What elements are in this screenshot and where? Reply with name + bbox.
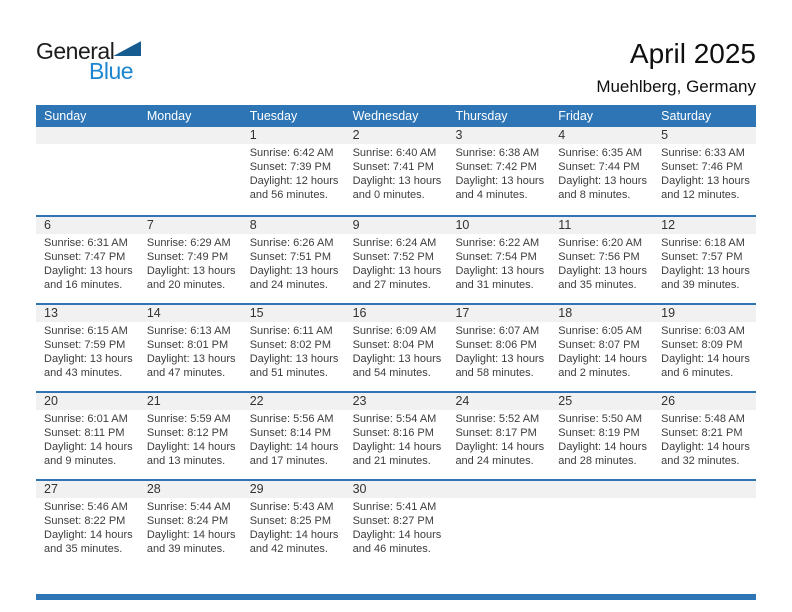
sun-info-line: and 13 minutes. bbox=[146, 455, 226, 467]
sun-info-line: Sunrise: 5:46 AM bbox=[44, 501, 128, 513]
title-block bbox=[596, 38, 756, 97]
sun-info-line: Sunset: 8:12 PM bbox=[146, 427, 229, 439]
sun-info-line: Sunset: 7:54 PM bbox=[455, 251, 537, 263]
sun-info-line: and 31 minutes. bbox=[455, 279, 534, 291]
calendar-cell bbox=[345, 322, 448, 380]
sun-info-line: and 43 minutes. bbox=[44, 367, 123, 379]
calendar-cell bbox=[139, 144, 242, 202]
sun-info-line: Daylight: 13 hours bbox=[455, 265, 545, 277]
date-number-strip bbox=[36, 481, 756, 498]
week-content-row bbox=[36, 410, 756, 468]
sun-info-line: Daylight: 12 hours bbox=[249, 175, 339, 187]
calendar-cell bbox=[447, 234, 550, 292]
sun-info-line: Daylight: 14 hours bbox=[661, 441, 750, 453]
day-number: 17 bbox=[455, 306, 470, 320]
weekday-header-cell: Thursday bbox=[455, 109, 508, 123]
day-number: 25 bbox=[558, 394, 573, 408]
sun-info-line: Sunset: 8:17 PM bbox=[455, 427, 537, 439]
sun-info-line: Sunset: 8:09 PM bbox=[661, 339, 743, 351]
sun-info-line: Sunset: 8:25 PM bbox=[249, 515, 332, 527]
sun-info-line: Sunset: 8:21 PM bbox=[661, 427, 743, 439]
calendar-cell bbox=[653, 410, 756, 468]
calendar-cell bbox=[345, 234, 448, 292]
sun-info-line: Daylight: 13 hours bbox=[661, 265, 750, 277]
sun-info-line: Daylight: 14 hours bbox=[44, 529, 133, 541]
calendar-cell bbox=[345, 144, 448, 202]
sun-info-line: Daylight: 14 hours bbox=[661, 353, 750, 365]
calendar-cell bbox=[653, 322, 756, 380]
day-number: 26 bbox=[661, 394, 676, 408]
date-number-strip bbox=[36, 393, 756, 410]
day-number: 14 bbox=[146, 306, 161, 320]
day-number: 13 bbox=[44, 306, 58, 320]
sun-info-line: Daylight: 13 hours bbox=[146, 265, 236, 277]
sun-info-line: Daylight: 14 hours bbox=[352, 529, 442, 541]
calendar-cell bbox=[447, 144, 550, 202]
day-number: 27 bbox=[44, 482, 58, 496]
sun-info-line: Sunset: 8:04 PM bbox=[352, 339, 434, 351]
sun-info-line: Sunrise: 6:22 AM bbox=[455, 237, 540, 249]
sun-info-line: Sunset: 7:57 PM bbox=[661, 251, 743, 263]
sun-info-line: Sunset: 7:51 PM bbox=[249, 251, 332, 263]
sun-info-line: Sunset: 7:59 PM bbox=[44, 339, 126, 351]
calendar-grid bbox=[36, 105, 756, 571]
sun-info-line: Daylight: 13 hours bbox=[249, 265, 339, 277]
week-row bbox=[36, 127, 756, 215]
calendar-cell bbox=[242, 410, 345, 468]
sun-info-line: Daylight: 14 hours bbox=[249, 529, 339, 541]
weekday-header-cell: Tuesday bbox=[249, 109, 298, 123]
sun-info-line: Sunrise: 6:40 AM bbox=[352, 147, 437, 159]
calendar-cell bbox=[653, 498, 756, 556]
sun-info-line: Daylight: 14 hours bbox=[455, 441, 545, 453]
month-title: April 2025 bbox=[629, 38, 756, 69]
sun-info-line: and 46 minutes. bbox=[352, 543, 431, 555]
sun-info-line: Sunset: 8:02 PM bbox=[249, 339, 332, 351]
day-number: 15 bbox=[249, 306, 264, 320]
day-number: 24 bbox=[455, 394, 470, 408]
sun-info-line: and 56 minutes. bbox=[249, 189, 328, 201]
sun-info-line: Sunset: 7:42 PM bbox=[455, 161, 537, 173]
sun-info-line: Sunset: 8:27 PM bbox=[352, 515, 434, 527]
sun-info-line: Sunrise: 6:31 AM bbox=[44, 237, 128, 249]
sun-info-line: Sunset: 8:14 PM bbox=[249, 427, 332, 439]
calendar-cell bbox=[550, 144, 653, 202]
sun-info-line: Daylight: 13 hours bbox=[352, 265, 442, 277]
sun-info-line: Sunrise: 6:38 AM bbox=[455, 147, 540, 159]
footer-bar bbox=[36, 594, 756, 600]
day-number: 21 bbox=[146, 394, 161, 408]
sun-info-line: Sunrise: 5:48 AM bbox=[661, 413, 745, 425]
sun-info-line: Sunset: 8:22 PM bbox=[44, 515, 126, 527]
week-content-row bbox=[36, 234, 756, 292]
weekday-header-row bbox=[36, 105, 756, 127]
day-number: 22 bbox=[249, 394, 264, 408]
sun-info-line: Sunrise: 6:24 AM bbox=[352, 237, 437, 249]
calendar-cell bbox=[242, 498, 345, 556]
sun-info-line: Sunset: 8:19 PM bbox=[558, 427, 640, 439]
logo-text-blue: Blue bbox=[89, 58, 134, 84]
logo-text-general: General bbox=[36, 38, 115, 64]
sun-info-line: and 21 minutes. bbox=[352, 455, 431, 467]
sun-info-line: Sunrise: 6:29 AM bbox=[146, 237, 231, 249]
week-row bbox=[36, 479, 756, 571]
logo-triangle-icon bbox=[113, 41, 141, 56]
day-number: 29 bbox=[249, 482, 264, 496]
sun-info-line: and 17 minutes. bbox=[249, 455, 328, 467]
calendar-cell bbox=[447, 498, 550, 556]
sun-info-line: Sunset: 8:06 PM bbox=[455, 339, 537, 351]
calendar-cell bbox=[550, 410, 653, 468]
sun-info-line: and 2 minutes. bbox=[558, 367, 631, 379]
sun-info-line: Daylight: 14 hours bbox=[249, 441, 339, 453]
sun-info-line: Sunrise: 6:13 AM bbox=[146, 325, 231, 337]
day-number: 18 bbox=[558, 306, 573, 320]
day-number bbox=[550, 481, 653, 498]
sun-info-line: and 47 minutes. bbox=[146, 367, 226, 379]
location-subtitle: Muehlberg, Germany bbox=[596, 77, 756, 97]
calendar-cell bbox=[139, 498, 242, 556]
sun-info-line: and 9 minutes. bbox=[44, 455, 117, 467]
sun-info-line: Sunrise: 6:20 AM bbox=[558, 237, 643, 249]
sun-info-line: and 6 minutes. bbox=[661, 367, 734, 379]
calendar-cell bbox=[550, 234, 653, 292]
sun-info-line: Sunrise: 6:07 AM bbox=[455, 325, 540, 337]
sun-info-line: Sunrise: 6:33 AM bbox=[661, 147, 745, 159]
calendar-cell bbox=[36, 144, 139, 202]
sun-info-line: Daylight: 14 hours bbox=[44, 441, 133, 453]
sun-info-line: and 8 minutes. bbox=[558, 189, 631, 201]
calendar-cell bbox=[139, 234, 242, 292]
sun-info-line: Sunset: 7:41 PM bbox=[352, 161, 434, 173]
calendar-cell bbox=[653, 234, 756, 292]
calendar-cell bbox=[36, 234, 139, 292]
sun-info-line: and 39 minutes. bbox=[661, 279, 740, 291]
sun-info-line: and 12 minutes. bbox=[661, 189, 740, 201]
sun-info-line: Sunset: 7:56 PM bbox=[558, 251, 640, 263]
day-number bbox=[139, 127, 242, 144]
calendar-cell bbox=[36, 410, 139, 468]
sun-info-line: Daylight: 13 hours bbox=[558, 265, 647, 277]
week-row bbox=[36, 303, 756, 391]
sun-info-line: Daylight: 13 hours bbox=[249, 353, 339, 365]
weekday-header-cell: Monday bbox=[146, 109, 192, 123]
sun-info-line: Sunrise: 5:56 AM bbox=[249, 413, 334, 425]
sun-info-line: Daylight: 13 hours bbox=[44, 353, 133, 365]
calendar-cell bbox=[242, 234, 345, 292]
sun-info-line: Sunrise: 5:54 AM bbox=[352, 413, 437, 425]
day-number: 16 bbox=[352, 306, 367, 320]
weekday-header-cell: Sunday bbox=[44, 109, 87, 123]
calendar-weeks bbox=[36, 127, 756, 571]
calendar-cell bbox=[139, 410, 242, 468]
sun-info-line: Sunrise: 5:59 AM bbox=[146, 413, 231, 425]
day-number: 9 bbox=[352, 218, 360, 232]
sun-info-line: and 39 minutes. bbox=[146, 543, 226, 555]
sun-info-line: Daylight: 14 hours bbox=[146, 441, 236, 453]
sun-info-line: and 24 minutes. bbox=[249, 279, 328, 291]
weekday-header-cell: Saturday bbox=[661, 109, 712, 123]
week-content-row bbox=[36, 144, 756, 202]
sun-info-line: Daylight: 14 hours bbox=[558, 441, 647, 453]
day-number: 23 bbox=[352, 394, 367, 408]
day-number: 1 bbox=[249, 128, 257, 142]
sun-info-line: Sunset: 7:52 PM bbox=[352, 251, 434, 263]
week-content-row bbox=[36, 322, 756, 380]
sun-info-line: Sunrise: 6:42 AM bbox=[249, 147, 334, 159]
day-number: 28 bbox=[146, 482, 161, 496]
sun-info-line: Sunset: 7:44 PM bbox=[558, 161, 640, 173]
sun-info-line: and 51 minutes. bbox=[249, 367, 328, 379]
day-number: 19 bbox=[661, 306, 676, 320]
sun-info-line: Sunset: 8:07 PM bbox=[558, 339, 640, 351]
sun-info-line: Sunset: 8:01 PM bbox=[146, 339, 229, 351]
sun-info-line: Daylight: 14 hours bbox=[146, 529, 236, 541]
sun-info-line: Sunrise: 5:50 AM bbox=[558, 413, 643, 425]
sun-info-line: Sunrise: 6:03 AM bbox=[661, 325, 745, 337]
sun-info-line: and 35 minutes. bbox=[44, 543, 123, 555]
sun-info-line: Daylight: 14 hours bbox=[558, 353, 647, 365]
sun-info-line: Sunrise: 6:09 AM bbox=[352, 325, 437, 337]
sun-info-line: Daylight: 14 hours bbox=[352, 441, 442, 453]
sun-info-line: Sunrise: 6:11 AM bbox=[249, 325, 333, 337]
sun-info-line: Daylight: 13 hours bbox=[455, 353, 545, 365]
sun-info-line: Sunset: 8:24 PM bbox=[146, 515, 229, 527]
calendar-cell bbox=[345, 410, 448, 468]
sun-info-line: Sunrise: 5:44 AM bbox=[146, 501, 231, 513]
sun-info-line: Sunrise: 6:01 AM bbox=[44, 413, 128, 425]
sun-info-line: Sunrise: 5:52 AM bbox=[455, 413, 540, 425]
sun-info-line: and 32 minutes. bbox=[661, 455, 740, 467]
sun-info-line: Sunset: 7:46 PM bbox=[661, 161, 743, 173]
sun-info-line: Sunrise: 6:15 AM bbox=[44, 325, 128, 337]
day-number: 8 bbox=[249, 218, 257, 232]
week-row bbox=[36, 215, 756, 303]
sun-info-line: Sunrise: 6:18 AM bbox=[661, 237, 745, 249]
sun-info-line: Daylight: 13 hours bbox=[352, 175, 442, 187]
day-number bbox=[653, 481, 756, 498]
sun-info-line: Sunrise: 6:05 AM bbox=[558, 325, 643, 337]
sun-info-line: Sunset: 7:49 PM bbox=[146, 251, 229, 263]
sun-info-line: Sunset: 8:11 PM bbox=[44, 427, 125, 439]
calendar-cell bbox=[550, 498, 653, 556]
sun-info-line: and 0 minutes. bbox=[352, 189, 425, 201]
day-number bbox=[447, 481, 550, 498]
sun-info-line: Daylight: 13 hours bbox=[661, 175, 750, 187]
sun-info-line: Sunset: 7:47 PM bbox=[44, 251, 126, 263]
day-number: 6 bbox=[44, 218, 51, 232]
calendar-cell bbox=[447, 410, 550, 468]
sun-info-line: Sunrise: 5:41 AM bbox=[352, 501, 437, 513]
date-number-strip bbox=[36, 305, 756, 322]
sun-info-line: Daylight: 13 hours bbox=[352, 353, 442, 365]
sun-info-line: Sunset: 7:39 PM bbox=[249, 161, 332, 173]
day-number: 11 bbox=[558, 218, 572, 232]
day-number: 10 bbox=[455, 218, 470, 232]
day-number: 5 bbox=[661, 128, 669, 142]
sun-info-line: Daylight: 13 hours bbox=[558, 175, 647, 187]
sun-info-line: and 4 minutes. bbox=[455, 189, 528, 201]
weekday-header-cell: Wednesday bbox=[352, 109, 419, 123]
weekday-header-cell: Friday bbox=[558, 109, 594, 123]
date-number-strip bbox=[36, 127, 756, 144]
sun-info-line: Daylight: 13 hours bbox=[44, 265, 133, 277]
day-number: 30 bbox=[352, 482, 367, 496]
week-row bbox=[36, 391, 756, 479]
day-number: 3 bbox=[455, 128, 463, 142]
calendar-cell bbox=[653, 144, 756, 202]
sun-info-line: and 42 minutes. bbox=[249, 543, 328, 555]
sun-info-line: Sunrise: 6:26 AM bbox=[249, 237, 334, 249]
day-number: 2 bbox=[352, 128, 360, 142]
calendar-cell bbox=[36, 498, 139, 556]
calendar-cell bbox=[36, 322, 139, 380]
sun-info-line: and 16 minutes. bbox=[44, 279, 123, 291]
day-number: 20 bbox=[44, 394, 58, 408]
calendar-cell bbox=[345, 498, 448, 556]
day-number: 12 bbox=[661, 218, 676, 232]
sun-info-line: Daylight: 13 hours bbox=[146, 353, 236, 365]
calendar-cell bbox=[447, 322, 550, 380]
sun-info-line: and 28 minutes. bbox=[558, 455, 637, 467]
sun-info-line: and 35 minutes. bbox=[558, 279, 637, 291]
date-number-strip bbox=[36, 217, 756, 234]
sun-info-line: and 54 minutes. bbox=[352, 367, 431, 379]
calendar-cell bbox=[550, 322, 653, 380]
sun-info-line: Sunrise: 5:43 AM bbox=[249, 501, 334, 513]
calendar-cell bbox=[242, 144, 345, 202]
sun-info-line: and 24 minutes. bbox=[455, 455, 534, 467]
day-number bbox=[36, 127, 139, 144]
general-blue-logo bbox=[36, 40, 141, 83]
sun-info-line: and 20 minutes. bbox=[146, 279, 226, 291]
day-number: 4 bbox=[558, 128, 566, 142]
sun-info-line: Sunrise: 6:35 AM bbox=[558, 147, 643, 159]
sun-info-line: Sunset: 8:16 PM bbox=[352, 427, 434, 439]
week-content-row bbox=[36, 498, 756, 556]
sun-info-line: and 27 minutes. bbox=[352, 279, 431, 291]
sun-info-line: Daylight: 13 hours bbox=[455, 175, 545, 187]
calendar-cell bbox=[242, 322, 345, 380]
sun-info-line: and 58 minutes. bbox=[455, 367, 534, 379]
day-number: 7 bbox=[146, 218, 154, 232]
calendar-cell bbox=[139, 322, 242, 380]
